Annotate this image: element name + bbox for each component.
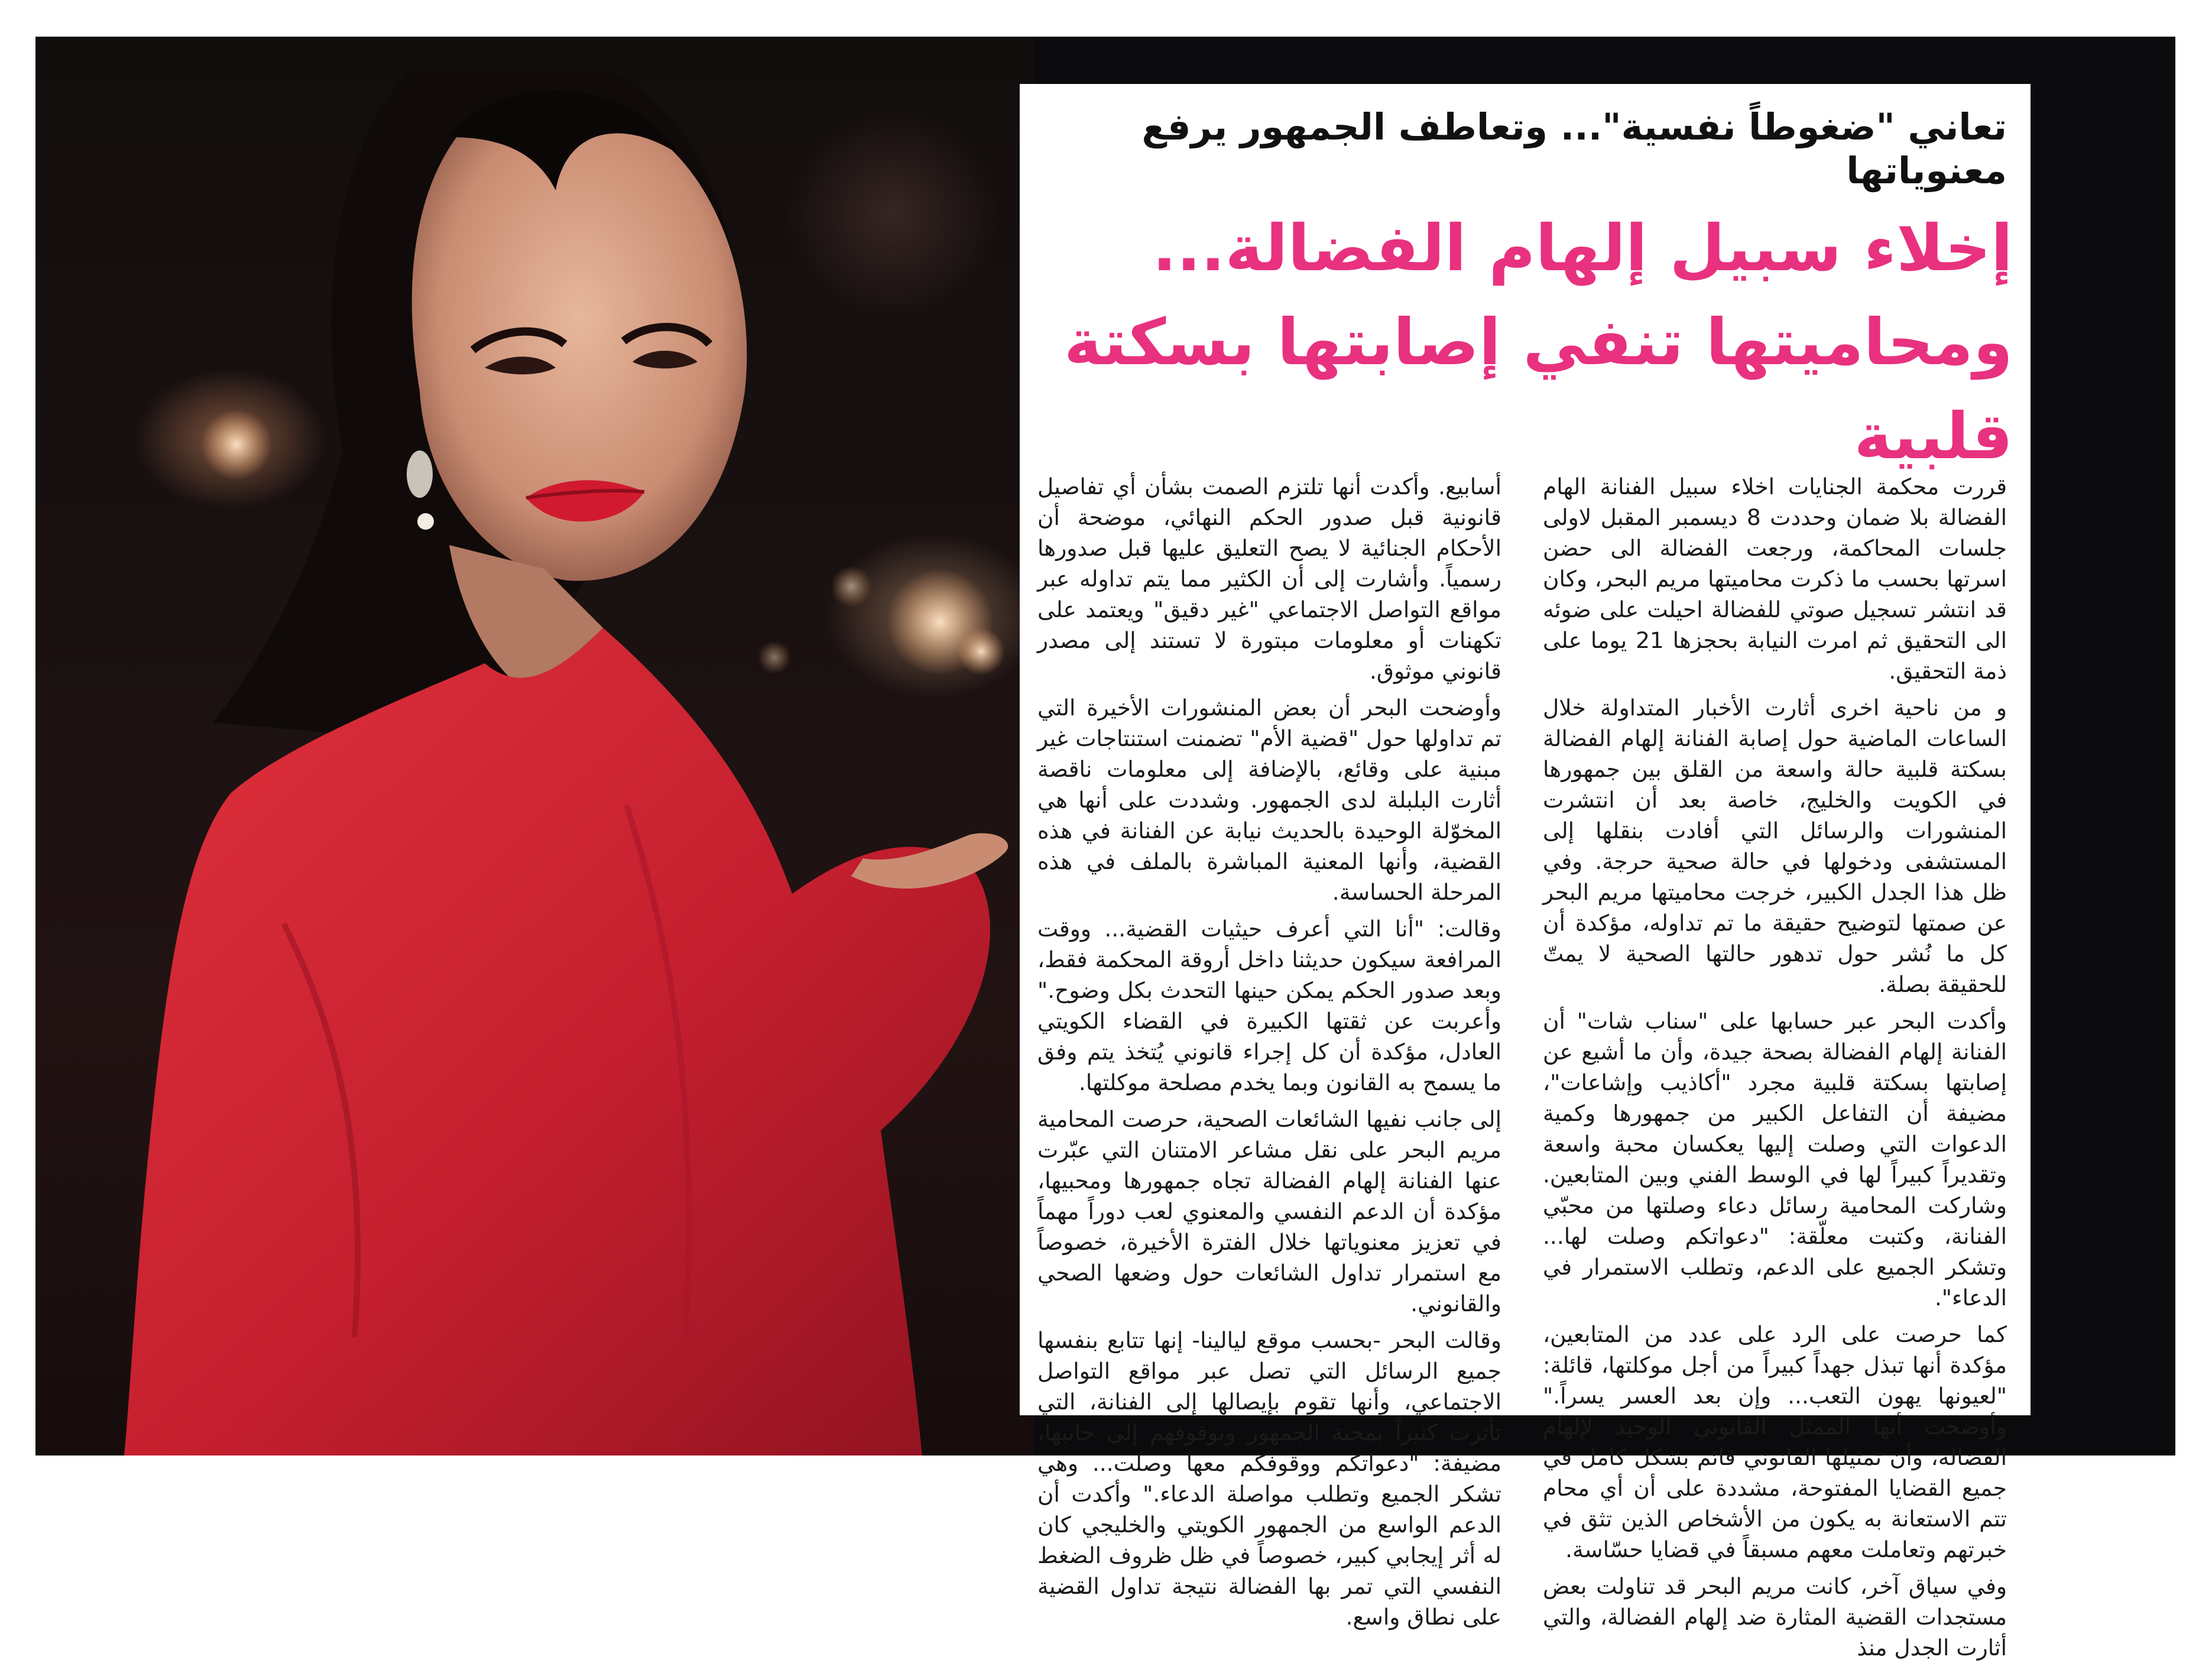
paragraph: وفي سياق آخر، كانت مريم البحر قد تناولت بعض مستجدات القضية المثارة ضد إلهام الفضالة، والتي أثارت الجدل منذ [1543, 1573, 2007, 1661]
article-headline [1032, 202, 2013, 484]
portrait-photo [35, 37, 1034, 1455]
article-column-right [1543, 471, 2007, 1661]
paragraph: قررت محكمة الجنايات اخلاء سبيل الفنانة الهام الفضالة بلا ضمان وحددت 8 ديسمبر المقبل لاولى جلسات المحاكمة، ورجعت الفضالة الى حضن اسرتها بحسب ما ذكرت محاميتها مريم البحر، وكان قد انتشر تسجيل صوتي للفضالة احيلت على ضوئه الى التحقيق ثم امرت النيابة بحجزها 21 يوما على ذمة التحقيق. [1543, 474, 2007, 684]
paragraph: أسابيع. وأكدت أنها تلتزم الصمت بشأن أي تفاصيل قانونية قبل صدور الحكم النهائي، موضحة أن الأحكام الجنائية لا يصح التعليق عليها قبل صدورها رسمياً. وأشارت إلى أن الكثير مما يتم تداوله عبر مواقع التواصل الاجتماعي "غير دقيق" ويعتمد على تكهنات أو معلومات مبتورة لا تستند إلى مصدر قانوني موثوق. [1037, 474, 1501, 684]
paragraph: وقالت البحر -بحسب موقع ليالينا- إنها تتابع بنفسها جميع الرسائل التي تصل عبر مواقع التواصل الاجتماعي، وأنها تقوم بإيصالها إلى الفنانة، التي تأثرت كثيراً بمحبة الجمهور وبوقوفهم إلى جانبها، مضيفة: "دعواتكم ووقوفكم معها وصلت... وهي تشكر الجميع وتطلب مواصلة الدعاء." وأكدت أن الدعم الواسع من الجمهور الكويتي والخليجي كان له أثر إيجابي كبير، خصوصاً في ظل ظروف الضغط النفسي التي تمر بها الفضالة نتيجة تداول القضية على نطاق واسع. [1037, 1327, 1501, 1630]
headline-line-1: إخلاء سبيل إلهام الفضالة... [1152, 212, 2013, 286]
paragraph: كما حرصت على الرد على عدد من المتابعين، مؤكدة أنها تبذل جهداً كبيراً من أجل موكلتها، قائلة: "لعيونها يهون التعب... وإن بعد العسر يسراً." وأوضحت أنها الممثل القانوني الوحيد لإلهام الفضالة، وأن تمثيلها القانوني قائم بشكل كامل في جميع القضايا المفتوحة، مشددة على أن أي محام تتم الاستعانة به يكون من الأشخاص الذين تثق في خبرتهم وتعاملت معهم مسبقاً في قضايا حسّاسة. [1543, 1321, 2007, 1562]
paragraph: وأكدت البحر عبر حسابها على "سناب شات" أن الفنانة إلهام الفضالة بصحة جيدة، وأن ما أشيع عن إصابتها بسكتة قلبية مجرد "أكاذيب وإشاعات"، مضيفة أن التفاعل الكبير من جمهورها وكمية الدعوات التي وصلت إليها يعكسان محبة واسعة وتقديراً كبيراً لها في الوسط الفني وبين المتابعين. وشاركت المحامية رسائل دعاء وصلتها من محبّي الفنانة، وكتبت معلّقة: "دعواتكم وصلت لها... وتشكر الجميع على الدعم، وتطلب الاستمرار في الدعاء". [1543, 1008, 2007, 1311]
paragraph: إلى جانب نفيها الشائعات الصحية، حرصت المحامية مريم البحر على نقل مشاعر الامتنان التي عبّرت عنها الفنانة إلهام الفضالة تجاه جمهورها ومحبيها، مؤكدة أن الدعم النفسي والمعنوي لعب دوراً مهماً في تعزيز معنوياتها خلال الفترة الأخيرة، خصوصاً مع استمرار تداول الشائعات حول وضعها الصحي والقانوني. [1037, 1106, 1501, 1317]
article-column-left [1037, 471, 1501, 1630]
headline-line-2: ومحاميتها تنفي إصابتها بسكتة قلبية [1064, 305, 2013, 474]
article-columns [1037, 471, 2007, 1661]
article-kicker: تعاني "ضغوطاً نفسية"... وتعاطف الجمهور يرفع معنوياتها [1141, 105, 2007, 193]
paragraph: وأوضحت البحر أن بعض المنشورات الأخيرة التي تم تداولها حول "قضية الأم" تضمنت استنتاجات غير مبنية على وقائع، بالإضافة إلى معلومات ناقصة أثارت البلبلة لدى الجمهور. وشددت على أنها هي المخوّلة الوحيدة بالحديث نيابة عن الفنانة في هذه القضية، وأنها المعنية المباشرة بالملف في هذه المرحلة الحساسة. [1037, 695, 1501, 905]
paragraph: وقالت: "أنا التي أعرف حيثيات القضية... ووقت المرافعة سيكون حديثنا داخل أروقة المحكمة فقط، وبعد صدور الحكم يمكن حينها التحدث بكل وضوح." وأعربت عن ثقتها الكبيرة في القضاء الكويتي العادل، مؤكدة أن كل إجراء قانوني يُتخذ يتم وفق ما يسمح به القانون وبما يخدم مصلحة موكلتها. [1037, 916, 1501, 1095]
paragraph: و من ناحية اخرى أثارت الأخبار المتداولة خلال الساعات الماضية حول إصابة الفنانة إلهام الفضالة بسكتة قلبية حالة واسعة من القلق بين جمهورها في الكويت والخليج، خاصة بعد أن انتشرت المنشورات والرسائل التي أفادت بنقلها إلى المستشفى ودخولها في حالة صحية حرجة. وفي ظل هذا الجدل الكبير، خرجت محاميتها مريم البحر عن صمتها لتوضيح حقيقة ما تم تداوله، مؤكدة أن كل ما نُشر حول تدهور حالتها الصحية لا يمتّ للحقيقة بصلة. [1543, 695, 2007, 997]
article-card [1020, 84, 2031, 1661]
portrait-illustration [35, 37, 1034, 1455]
page-frame [35, 37, 2175, 1661]
